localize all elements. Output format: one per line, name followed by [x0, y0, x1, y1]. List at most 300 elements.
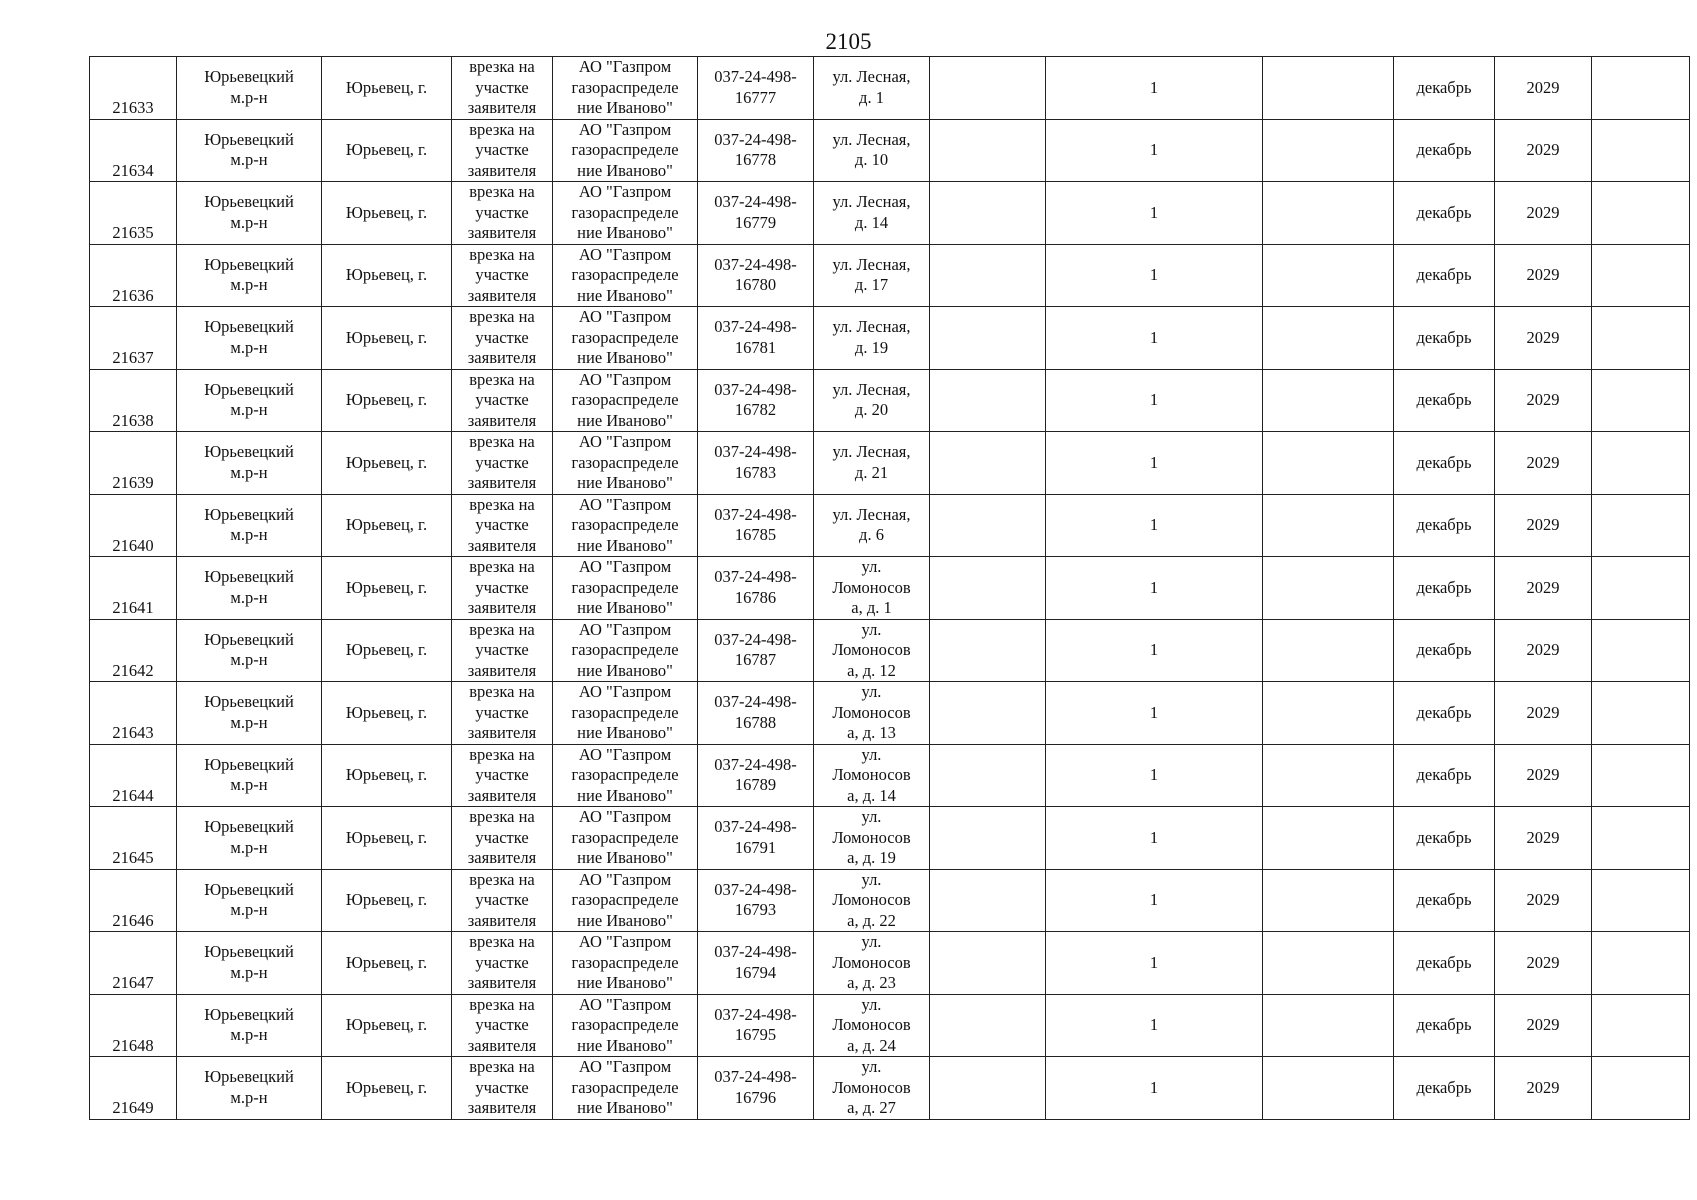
cell-organization-line: газораспределе: [571, 702, 679, 722]
cell-address: [814, 369, 930, 432]
cell-connection-type-line: участке: [475, 390, 529, 409]
cell-connection-type-line: заявителя: [467, 535, 537, 555]
cell-empty: [1592, 307, 1690, 370]
cell-address: [814, 619, 930, 682]
cell-empty: [1263, 619, 1394, 682]
cell-month: декабрь: [1394, 932, 1495, 995]
cell-object-code-line: 037-24-498-: [714, 504, 797, 524]
cell-district: [177, 869, 322, 932]
cell-locality: Юрьевец, г.: [322, 619, 452, 682]
cell-locality: Юрьевец, г.: [322, 494, 452, 557]
cell-quantity: 1: [1046, 307, 1263, 370]
cell-organization-line: АО "Газпром: [578, 744, 672, 764]
cell-year: 2029: [1495, 932, 1592, 995]
cell-object-code: [698, 682, 814, 745]
cell-empty: [1263, 1057, 1394, 1120]
cell-year: 2029: [1495, 369, 1592, 432]
cell-year: 2029: [1495, 994, 1592, 1057]
cell-object-code-line: 16786: [734, 587, 777, 607]
cell-empty: [1592, 1057, 1690, 1120]
cell-object-code: [698, 869, 814, 932]
cell-object-code-line: 16783: [734, 462, 777, 482]
cell-address-line: ул. Лесная,: [832, 67, 911, 87]
cell-connection-type-line: заявителя: [467, 723, 537, 742]
cell-month: декабрь: [1394, 744, 1495, 807]
cell-empty: [1592, 932, 1690, 995]
cell-connection-type-line: участке: [475, 452, 529, 472]
cell-address-line: Ломоносов: [832, 577, 911, 597]
cell-connection-type-line: участке: [475, 890, 529, 909]
cell-address: [814, 244, 930, 307]
cell-locality: Юрьевец, г.: [322, 744, 452, 807]
cell-district: [177, 494, 322, 557]
cell-locality: Юрьевец, г.: [322, 244, 452, 307]
cell-organization-line: газораспределе: [571, 77, 679, 97]
cell-object-code-line: 16793: [734, 900, 777, 920]
cell-connection-type-line: врезка на: [469, 432, 535, 451]
cell-object-code: [698, 494, 814, 557]
cell-row-number: 21635: [90, 182, 177, 245]
cell-address-line: д. 17: [854, 275, 889, 295]
cell-object-code: [698, 369, 814, 432]
cell-organization-line: АО "Газпром: [578, 932, 672, 951]
cell-locality: Юрьевец, г.: [322, 1057, 452, 1120]
cell-connection-type-line: участке: [475, 265, 529, 284]
cell-object-code: [698, 182, 814, 245]
cell-address: [814, 432, 930, 495]
cell-object-code: [698, 244, 814, 307]
cell-year: 2029: [1495, 869, 1592, 932]
cell-object-code: [698, 57, 814, 120]
cell-object-code-line: 037-24-498-: [714, 754, 797, 774]
cell-connection-type-line: заявителя: [467, 785, 537, 805]
cell-organization: [553, 57, 698, 120]
cell-empty: [1592, 807, 1690, 870]
cell-address-line: ул.: [861, 932, 882, 951]
page-number: 2105: [825, 29, 872, 54]
cell-row-number: 21637: [90, 307, 177, 370]
cell-empty: [1263, 432, 1394, 495]
cell-connection-type-line: врезка на: [469, 682, 535, 701]
cell-empty: [930, 432, 1046, 495]
cell-organization: [553, 682, 698, 745]
table-row: [90, 1057, 1690, 1120]
cell-organization-line: ние Иваново": [577, 160, 673, 180]
cell-connection-type-line: заявителя: [467, 973, 537, 992]
cell-quantity: 1: [1046, 244, 1263, 307]
cell-connection-type-line: участке: [475, 1077, 529, 1097]
cell-empty: [1592, 744, 1690, 807]
cell-address-line: Ломоносов: [832, 890, 911, 909]
cell-address-line: Ломоносов: [832, 765, 911, 784]
cell-district-line: м.р-н: [230, 712, 268, 732]
cell-district-line: Юрьевецкий: [204, 567, 294, 587]
cell-quantity: 1: [1046, 494, 1263, 557]
cell-object-code: [698, 744, 814, 807]
cell-year: 2029: [1495, 682, 1592, 745]
cell-empty: [930, 869, 1046, 932]
cell-address-line: ул. Лесная,: [832, 379, 911, 399]
cell-row-number: 21638: [90, 369, 177, 432]
cell-object-code-line: 037-24-498-: [714, 817, 797, 837]
cell-address-line: д. 21: [854, 462, 889, 482]
cell-district-line: м.р-н: [230, 775, 268, 795]
cell-object-code: [698, 557, 814, 620]
cell-row-number: 21642: [90, 619, 177, 682]
cell-locality: Юрьевец, г.: [322, 932, 452, 995]
cell-object-code-line: 037-24-498-: [714, 379, 797, 399]
cell-district: [177, 1057, 322, 1120]
cell-connection-type-line: врезка на: [469, 119, 535, 139]
cell-address: [814, 307, 930, 370]
cell-row-number: 21647: [90, 932, 177, 995]
cell-connection-type: [452, 57, 553, 120]
cell-organization-line: газораспределе: [571, 765, 679, 784]
cell-district-line: м.р-н: [230, 962, 268, 982]
cell-district-line: Юрьевецкий: [204, 692, 294, 712]
cell-year: 2029: [1495, 119, 1592, 182]
cell-connection-type-line: заявителя: [467, 1098, 537, 1117]
cell-organization-line: газораспределе: [571, 1077, 679, 1097]
cell-empty: [930, 369, 1046, 432]
cell-organization-line: АО "Газпром: [578, 869, 672, 889]
cell-object-code-line: 037-24-498-: [714, 879, 797, 899]
cell-address-line: ул.: [861, 619, 882, 639]
cell-empty: [1592, 994, 1690, 1057]
cell-connection-type-line: врезка на: [469, 494, 535, 514]
cell-connection-type: [452, 432, 553, 495]
cell-district-line: Юрьевецкий: [204, 192, 294, 212]
cell-connection-type-line: заявителя: [467, 285, 537, 305]
cell-connection-type-line: участке: [475, 952, 529, 972]
cell-quantity: 1: [1046, 557, 1263, 620]
cell-organization: [553, 307, 698, 370]
cell-object-code-line: 16795: [734, 1025, 777, 1045]
table-row: [90, 932, 1690, 995]
cell-district-line: Юрьевецкий: [204, 754, 294, 774]
cell-row-number: 21644: [90, 744, 177, 807]
cell-organization-line: АО "Газпром: [578, 57, 672, 76]
cell-address-line: ул.: [861, 682, 882, 701]
cell-object-code-line: 037-24-498-: [714, 192, 797, 212]
cell-connection-type: [452, 182, 553, 245]
cell-address-line: а, д. 22: [847, 910, 896, 930]
table-row: [90, 369, 1690, 432]
cell-connection-type-line: врезка на: [469, 182, 535, 201]
cell-locality: Юрьевец, г.: [322, 369, 452, 432]
cell-quantity: 1: [1046, 182, 1263, 245]
cell-object-code-line: 037-24-498-: [714, 129, 797, 149]
cell-district-line: м.р-н: [230, 1087, 268, 1107]
table-row: [90, 57, 1690, 120]
table-row: [90, 744, 1690, 807]
cell-address-line: ул.: [861, 807, 882, 826]
cell-object-code-line: 037-24-498-: [714, 67, 797, 87]
cell-connection-type: [452, 744, 553, 807]
cell-year: 2029: [1495, 557, 1592, 620]
cell-organization-line: АО "Газпром: [578, 807, 672, 826]
cell-connection-type-line: врезка на: [469, 807, 535, 826]
cell-organization-line: ние Иваново": [577, 348, 673, 367]
cell-empty: [1263, 557, 1394, 620]
cell-address-line: ул. Лесная,: [832, 254, 911, 274]
cell-address: [814, 1057, 930, 1120]
cell-empty: [1263, 807, 1394, 870]
cell-district: [177, 932, 322, 995]
cell-connection-type-line: врезка на: [469, 932, 535, 951]
table-body: [90, 57, 1690, 1120]
cell-organization-line: ние Иваново": [577, 848, 673, 867]
cell-district-line: Юрьевецкий: [204, 504, 294, 524]
cell-empty: [1592, 57, 1690, 120]
cell-address-line: а, д. 19: [847, 848, 896, 867]
cell-connection-type-line: участке: [475, 702, 529, 722]
cell-quantity: 1: [1046, 869, 1263, 932]
cell-address-line: д. 14: [854, 212, 889, 232]
cell-district: [177, 57, 322, 120]
cell-address-line: ул. Лесная,: [832, 317, 911, 337]
cell-empty: [1263, 244, 1394, 307]
cell-district-line: м.р-н: [230, 900, 268, 920]
cell-connection-type-line: врезка на: [469, 1057, 535, 1076]
cell-organization: [553, 182, 698, 245]
cell-organization-line: ние Иваново": [577, 285, 673, 305]
cell-organization-line: газораспределе: [571, 202, 679, 222]
cell-organization-line: ние Иваново": [577, 723, 673, 742]
cell-district-line: м.р-н: [230, 587, 268, 607]
cell-organization: [553, 869, 698, 932]
cell-address-line: ул.: [861, 744, 882, 764]
cell-locality: Юрьевец, г.: [322, 807, 452, 870]
cell-address-line: ул.: [861, 869, 882, 889]
cell-district-line: Юрьевецкий: [204, 67, 294, 87]
cell-connection-type: [452, 494, 553, 557]
cell-month: декабрь: [1394, 557, 1495, 620]
cell-quantity: 1: [1046, 119, 1263, 182]
cell-object-code-line: 16794: [734, 962, 777, 982]
cell-address-line: д. 20: [854, 400, 889, 420]
cell-organization: [553, 244, 698, 307]
cell-address-line: Ломоносов: [832, 952, 911, 972]
cell-connection-type: [452, 119, 553, 182]
cell-connection-type-line: заявителя: [467, 223, 537, 242]
cell-month: декабрь: [1394, 869, 1495, 932]
cell-organization-line: ние Иваново": [577, 535, 673, 555]
cell-row-number: 21648: [90, 994, 177, 1057]
cell-connection-type-line: врезка на: [469, 369, 535, 389]
cell-organization: [553, 807, 698, 870]
cell-address-line: Ломоносов: [832, 1077, 911, 1097]
cell-month: декабрь: [1394, 619, 1495, 682]
cell-connection-type: [452, 807, 553, 870]
cell-row-number: 21645: [90, 807, 177, 870]
cell-address-line: д. 1: [859, 87, 884, 107]
cell-empty: [1263, 682, 1394, 745]
cell-organization-line: ние Иваново": [577, 973, 673, 992]
cell-year: 2029: [1495, 619, 1592, 682]
cell-object-code-line: 16785: [734, 525, 777, 545]
cell-district-line: Юрьевецкий: [204, 879, 294, 899]
cell-month: декабрь: [1394, 244, 1495, 307]
cell-connection-type-line: заявителя: [467, 848, 537, 867]
gasification-schedule-table: [89, 56, 1690, 1120]
table-row: [90, 994, 1690, 1057]
cell-month: декабрь: [1394, 994, 1495, 1057]
cell-row-number: 21649: [90, 1057, 177, 1120]
cell-object-code-line: 037-24-498-: [714, 442, 797, 462]
cell-empty: [1263, 869, 1394, 932]
cell-address-line: Ломоносов: [832, 640, 911, 659]
cell-district-line: м.р-н: [230, 650, 268, 670]
cell-month: декабрь: [1394, 57, 1495, 120]
cell-organization: [553, 119, 698, 182]
cell-connection-type-line: заявителя: [467, 1035, 537, 1055]
cell-organization-line: газораспределе: [571, 1015, 679, 1034]
cell-district-line: м.р-н: [230, 212, 268, 232]
cell-object-code-line: 16782: [734, 400, 777, 420]
cell-district-line: м.р-н: [230, 462, 268, 482]
cell-district-line: м.р-н: [230, 1025, 268, 1045]
cell-connection-type: [452, 869, 553, 932]
cell-organization: [553, 1057, 698, 1120]
cell-organization-line: ние Иваново": [577, 473, 673, 492]
cell-organization-line: АО "Газпром: [578, 619, 672, 639]
cell-quantity: 1: [1046, 619, 1263, 682]
cell-district-line: м.р-н: [230, 400, 268, 420]
cell-empty: [1263, 994, 1394, 1057]
cell-organization-line: газораспределе: [571, 577, 679, 597]
cell-organization: [553, 619, 698, 682]
cell-organization: [553, 494, 698, 557]
table-row: [90, 682, 1690, 745]
cell-organization-line: ние Иваново": [577, 785, 673, 805]
cell-district-line: м.р-н: [230, 525, 268, 545]
cell-district-line: Юрьевецкий: [204, 817, 294, 837]
cell-object-code-line: 16777: [734, 87, 777, 107]
cell-address-line: д. 19: [854, 337, 889, 357]
cell-object-code: [698, 807, 814, 870]
cell-empty: [1592, 432, 1690, 495]
cell-connection-type-line: заявителя: [467, 660, 537, 680]
cell-object-code-line: 16779: [734, 212, 777, 232]
cell-address-line: ул. Лесная,: [832, 504, 911, 524]
cell-empty: [930, 932, 1046, 995]
cell-quantity: 1: [1046, 57, 1263, 120]
cell-empty: [930, 682, 1046, 745]
cell-connection-type-line: участке: [475, 202, 529, 222]
cell-organization-line: АО "Газпром: [578, 682, 672, 701]
cell-empty: [930, 619, 1046, 682]
cell-quantity: 1: [1046, 1057, 1263, 1120]
cell-address-line: д. 10: [854, 150, 889, 170]
cell-object-code-line: 037-24-498-: [714, 567, 797, 587]
cell-locality: Юрьевец, г.: [322, 994, 452, 1057]
cell-year: 2029: [1495, 244, 1592, 307]
cell-object-code-line: 037-24-498-: [714, 1004, 797, 1024]
cell-month: декабрь: [1394, 182, 1495, 245]
cell-district-line: м.р-н: [230, 837, 268, 857]
cell-address-line: ул.: [861, 994, 882, 1014]
table-row: [90, 119, 1690, 182]
cell-year: 2029: [1495, 182, 1592, 245]
cell-connection-type-line: врезка на: [469, 244, 535, 264]
cell-organization: [553, 557, 698, 620]
cell-organization-line: ние Иваново": [577, 410, 673, 430]
table-row: [90, 182, 1690, 245]
cell-address-line: а, д. 13: [847, 723, 896, 742]
cell-empty: [1263, 57, 1394, 120]
cell-organization-line: газораспределе: [571, 640, 679, 659]
cell-address: [814, 182, 930, 245]
cell-row-number: 21643: [90, 682, 177, 745]
cell-address-line: а, д. 27: [847, 1098, 896, 1117]
cell-organization: [553, 744, 698, 807]
table-row: [90, 494, 1690, 557]
cell-month: декабрь: [1394, 494, 1495, 557]
cell-connection-type-line: врезка на: [469, 744, 535, 764]
cell-district-line: Юрьевецкий: [204, 1067, 294, 1087]
cell-object-code: [698, 1057, 814, 1120]
cell-object-code-line: 037-24-498-: [714, 629, 797, 649]
cell-organization-line: АО "Газпром: [578, 369, 672, 389]
cell-connection-type-line: врезка на: [469, 619, 535, 639]
cell-connection-type-line: заявителя: [467, 98, 537, 117]
table-row: [90, 307, 1690, 370]
cell-address: [814, 557, 930, 620]
cell-address: [814, 57, 930, 120]
table-row: [90, 557, 1690, 620]
cell-organization: [553, 932, 698, 995]
cell-district: [177, 432, 322, 495]
cell-object-code: [698, 307, 814, 370]
cell-address-line: ул.: [861, 1057, 882, 1076]
cell-empty: [1592, 369, 1690, 432]
cell-address: [814, 744, 930, 807]
cell-empty: [1263, 182, 1394, 245]
cell-address-line: а, д. 24: [847, 1035, 896, 1055]
cell-connection-type: [452, 619, 553, 682]
cell-district: [177, 119, 322, 182]
cell-empty: [1263, 119, 1394, 182]
cell-organization-line: ние Иваново": [577, 1035, 673, 1055]
cell-empty: [930, 807, 1046, 870]
cell-district-line: м.р-н: [230, 275, 268, 295]
cell-empty: [1592, 119, 1690, 182]
cell-district-line: Юрьевецкий: [204, 317, 294, 337]
cell-connection-type-line: участке: [475, 515, 529, 534]
cell-organization-line: АО "Газпром: [578, 557, 672, 576]
cell-locality: Юрьевец, г.: [322, 57, 452, 120]
cell-connection-type-line: участке: [475, 765, 529, 784]
cell-object-code-line: 037-24-498-: [714, 1067, 797, 1087]
cell-year: 2029: [1495, 432, 1592, 495]
cell-empty: [1263, 494, 1394, 557]
cell-year: 2029: [1495, 1057, 1592, 1120]
cell-organization-line: АО "Газпром: [578, 432, 672, 451]
cell-address-line: Ломоносов: [832, 702, 911, 722]
cell-organization-line: АО "Газпром: [578, 182, 672, 201]
cell-month: декабрь: [1394, 682, 1495, 745]
cell-object-code-line: 037-24-498-: [714, 317, 797, 337]
cell-row-number: 21639: [90, 432, 177, 495]
cell-month: декабрь: [1394, 119, 1495, 182]
cell-organization-line: ние Иваново": [577, 910, 673, 930]
cell-connection-type-line: врезка на: [469, 994, 535, 1014]
cell-row-number: 21636: [90, 244, 177, 307]
cell-organization-line: АО "Газпром: [578, 494, 672, 514]
cell-empty: [930, 57, 1046, 120]
cell-row-number: 21646: [90, 869, 177, 932]
